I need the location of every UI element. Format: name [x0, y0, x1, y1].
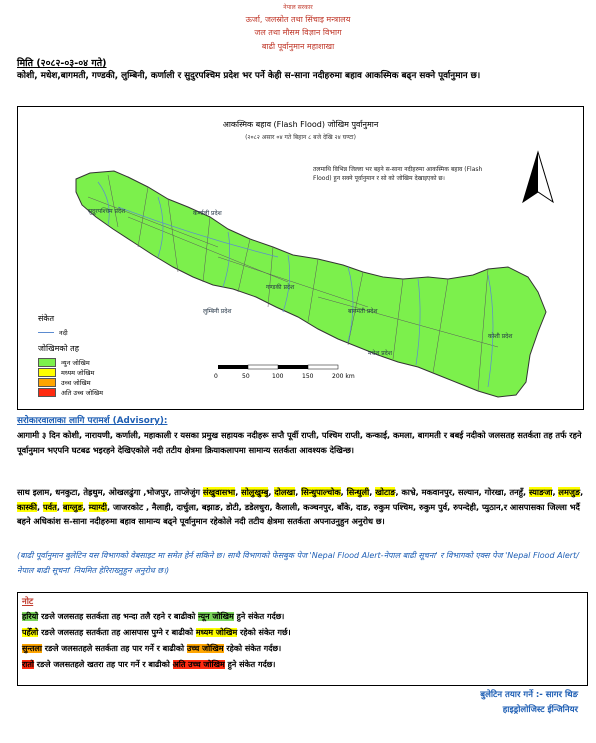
department-line: जल तथा मौसम विज्ञान विभाग: [254, 28, 342, 37]
prepared-by: बुलेटिन तयार गर्ने :- सागर थिङ: [480, 690, 578, 700]
province-label: लुम्बिनी प्रदेश: [203, 308, 232, 315]
scale-bar: [218, 365, 338, 369]
advisory-heading: सरोकारवालाका लागि परामर्श (Advisory):: [17, 416, 168, 426]
map-legend: [38, 313, 103, 397]
map-title: आकस्मिक बहाव (Flash Flood) जोखिम पुर्वानुमान: [222, 120, 379, 129]
ministry-line: ऊर्जा, जलस्रोत तथा सिंचाइ मन्त्रालय: [245, 15, 351, 24]
nepal-shape: [76, 171, 546, 397]
note-row: पहेँलो रङले जलसतह सतर्कता तह आसपास पुग्ने र बाढीको मध्यम जोखिम रहेको संकेत गर्छ।: [22, 628, 291, 637]
note-row: हरियो रङले जलसतह सतर्कता तह भन्दा तलै रहने र बाढीको न्यून जोखिम हुने संकेत गर्दछ।: [22, 612, 285, 621]
legend-risk-title: जोखिमको तह: [38, 344, 79, 353]
province-label: बागमती प्रदेश: [348, 308, 378, 315]
legend-item-high: उच्च जोखिम: [38, 377, 103, 387]
govt-line: नेपाल सरकार: [283, 4, 313, 11]
scale-tick: 200 km: [332, 373, 355, 380]
note-row: सुन्तला रङले जलसतहले सतर्कता तह पार गर्ने र बाढीको उच्च जोखिम रहेको संकेत गर्दछ।: [22, 644, 282, 653]
province-label: सुदूरपश्चिम प्रदेश: [88, 208, 126, 215]
north-arrow: [523, 152, 553, 202]
district-highlight: खोटाङ: [375, 487, 396, 497]
legend-item-low: न्युन जोखिम: [38, 357, 103, 367]
notes-box: [17, 592, 588, 686]
legend-symbol-title: संकेत: [38, 314, 55, 323]
notes-title: नोट: [22, 597, 34, 607]
scale-tick: 100: [272, 373, 284, 380]
intro-paragraph: कोशी, मधेश,बागमती, गण्डकी, लुम्बिनी, कर्णाली र सुदुरपश्चिम प्रदेश भर पर्ने केही स-साना नदीहरुमा बहाव आकस्मिक बढ्न सक्ने पूर्वानुमान छ।: [17, 71, 481, 81]
bulletin-date: मिति (२०८२-०३-०४ गते): [17, 58, 107, 69]
district-highlight: बाग्लुङ: [62, 501, 83, 512]
advisory-text-2: साथ इलाम, धनकुटा, तेह्रथुम, ओखलढुंगा ,भोजपुर, ताप्लेजुंग संखुवासभा, सोलुखुम्बु, दोलखा, सिन्धुपाल्चोक, सिन्धुली, खोटाङ, काभ्रे, मकवानपुर, सल्यान, गोरखा, तनहुँ, स्याङजा, लमजुङ, कास्की, पर्वत, बाग्लुङ, म्याग्दी, जाजरकोट , नैलाही, दार्चुला, बझाङ, डोटी, डडेलधुरा, कैलाली, कञ्चनपुर, बाँके, दाङ, रुकुम पश्चिम, रुकुम पुर्व, रुपन्देही, प्युठान,र आसपासका जिल्ला भर्दै बहने अधिकांश स-साना नदीहरुमा बहाव सामान्य बढ्ने पूर्वानुमान रहेकोले नदी तटीय क्षेत्रमा सतर्कता अपनाउनुहुन अनुरोध छ।: [17, 487, 584, 526]
district-highlight: पर्वत: [42, 501, 57, 512]
province-label: कर्णाली प्रदेश: [193, 210, 222, 217]
scale-tick: 0: [214, 373, 218, 380]
note-row: रातो रङले जलसतहले खतरा तह पार गर्ने र बाढीको अति उच्च जोखिम हुने संकेत गर्दछ।: [22, 660, 276, 669]
division-line: बाढी पूर्वानुमान महाशाखा: [261, 42, 335, 51]
district-highlight: सिन्धुली: [346, 487, 370, 497]
district-highlight: स्याङजा: [528, 487, 553, 497]
scale-tick: 50: [242, 373, 250, 380]
footnote: (बाढी पूर्वानुमान बुलेटिन यस विभागको वेबसाइट मा समेत हेर्न सकिने छ। साथै विभागको फेसबुक पेज 'Nepal Flood Alert-नेपाल बाढी सूचना' र विभागको एक्स पेज 'Nepal Flood Alert/ नेपाल बाढी सूचना' नियमित हेरिराख्नुहुन अनुरोध छ।): [17, 551, 579, 575]
province-label: मधेश प्रदेश: [368, 350, 392, 357]
province-label: कोशी प्रदेश: [488, 333, 513, 340]
district-highlight: सोलुखुम्बु: [241, 487, 269, 497]
district-highlight: सिन्धुपाल्चोक: [301, 487, 341, 497]
district-highlight: म्याग्दी: [88, 501, 107, 512]
flash-flood-map: [17, 106, 584, 410]
scale-tick: 150: [302, 373, 314, 380]
legend-item-very-high: अति उच्च जोखिम: [38, 387, 103, 397]
province-label: गण्डकी प्रदेश: [266, 284, 295, 291]
district-highlight: लमजुङ: [558, 487, 581, 497]
advisory-text-1: आगामी ३ दिन कोशी, नारायणी, कर्णाली, महाकाली र यसका प्रमुख सहायक नदीहरू सप्तै पूर्वी राप्ती, पश्चिम राप्ती, कन्काई, कमला, बागमती र बबई नदीको जलसतह सतर्कता तह तर्फ रहने पूर्वानुमान भएपनि घटबढ भइरहने देखिएकोले नदी तटीय क्षेत्रमा क्रियाकलापमा सामान्य सतर्कता आवश्यक देखिन्छ।: [17, 430, 582, 455]
legend-river: नदी: [38, 327, 103, 337]
map-subtitle: (२०८२ असार ०४ गते बिहान ८ बजे देखि २४ घण्टा): [245, 134, 356, 141]
district-highlight: कास्की: [17, 501, 38, 512]
district-highlight: संखुवासभा: [202, 487, 236, 497]
designation: हाइड्रोलोजिस्ट ईन्जिनियर: [502, 705, 578, 715]
map-note: तलमाथि विभिन्न जिल्ला भर बहने स-साना नदीहरुमा आकस्मिक बहाव (Flash Flood) हुन सक्ने पूर्वानुमान र सो को जोखिम देखाइएको छ।: [313, 166, 483, 182]
district-highlight: दोलखा: [274, 487, 296, 497]
legend-item-medium: मध्यम जोखिम: [38, 367, 103, 377]
